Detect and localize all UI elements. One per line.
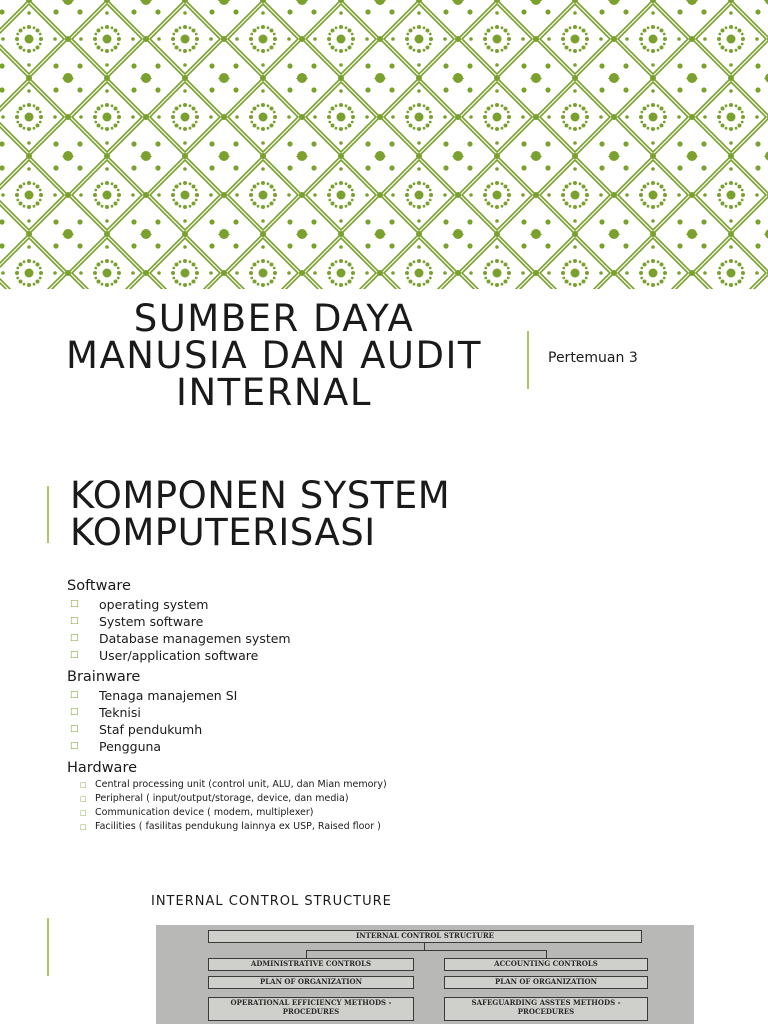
section-label-hardware: Hardware bbox=[67, 760, 138, 776]
bullet-icon: □ bbox=[80, 781, 87, 789]
bullet-icon: □ bbox=[70, 724, 79, 734]
list-item: □ Pengguna bbox=[70, 739, 162, 754]
administrative-controls-box: ADMINISTRATIVE CONTROLS bbox=[208, 958, 414, 971]
section-label-brainware: Brainware bbox=[67, 669, 141, 685]
bullet-icon: □ bbox=[80, 823, 87, 831]
list-item: □ Teknisi bbox=[70, 705, 141, 720]
bullet-icon: □ bbox=[70, 616, 79, 626]
list-item: □ operating system bbox=[70, 597, 209, 612]
bullet-icon: □ bbox=[70, 650, 79, 660]
slide1-title bbox=[24, 297, 524, 414]
title-line-1: SUMBER DAYA bbox=[133, 297, 415, 340]
component-outline bbox=[67, 577, 747, 838]
bullet-icon: □ bbox=[70, 599, 79, 609]
operational-efficiency-box: OPERATIONAL EFFICIENCY METHODS - PROCEDURES bbox=[208, 997, 414, 1021]
list-item: □ Database managemen system bbox=[70, 631, 291, 646]
title-line-2: MANUSIA DAN AUDIT bbox=[66, 334, 482, 377]
bullet-icon: □ bbox=[70, 741, 79, 751]
internal-control-diagram-photo bbox=[156, 925, 694, 1024]
list-item: □ Communication device ( modem, multiplexer) bbox=[80, 807, 314, 818]
title-line-3: INTERNAL bbox=[176, 371, 372, 414]
diagram-top-box: INTERNAL CONTROL STRUCTURE bbox=[208, 930, 642, 943]
section-label-software: Software bbox=[67, 578, 131, 594]
list-item: □ System software bbox=[70, 614, 204, 629]
accounting-controls-box: ACCOUNTING CONTROLS bbox=[444, 958, 648, 971]
list-item: □ Facilities ( fasilitas pendukung lainnya ex USP, Raised floor ) bbox=[80, 821, 381, 832]
connector-line bbox=[424, 942, 425, 950]
decorative-pattern-banner bbox=[0, 0, 768, 289]
accent-divider bbox=[47, 486, 49, 543]
title-line-1: KOMPONEN SYSTEM bbox=[70, 474, 451, 517]
connector-line bbox=[546, 950, 547, 958]
accent-divider bbox=[527, 331, 529, 389]
bullet-icon: □ bbox=[70, 633, 79, 643]
list-item: □ Tenaga manajemen SI bbox=[70, 688, 238, 703]
slide1-subtitle: Pertemuan 3 bbox=[548, 350, 638, 366]
bullet-icon: □ bbox=[80, 809, 87, 817]
title-line-2: KOMPUTERISASI bbox=[70, 511, 376, 554]
connector-line bbox=[306, 950, 307, 958]
list-item: □ Staf pendukumh bbox=[70, 722, 203, 737]
slide3-title: INTERNAL CONTROL STRUCTURE bbox=[151, 894, 392, 909]
accent-divider bbox=[47, 918, 49, 976]
list-item: □ User/application software bbox=[70, 648, 259, 663]
bullet-icon: □ bbox=[80, 795, 87, 803]
list-item: □ Central processing unit (control unit, ALU, dan Mian memory) bbox=[80, 779, 387, 790]
slide2-title bbox=[70, 474, 451, 554]
bullet-icon: □ bbox=[70, 707, 79, 717]
software-list bbox=[67, 596, 747, 664]
plan-of-organization-box-right: PLAN OF ORGANIZATION bbox=[444, 976, 648, 989]
safeguarding-assets-box: SAFEGUARDING ASSTES METHODS - PROCEDURES bbox=[444, 997, 648, 1021]
plan-of-organization-box-left: PLAN OF ORGANIZATION bbox=[208, 976, 414, 989]
list-item: □ Peripheral ( input/output/storage, device, dan media) bbox=[80, 793, 349, 804]
bullet-icon: □ bbox=[70, 690, 79, 700]
connector-line bbox=[306, 950, 546, 951]
brainware-list bbox=[67, 687, 747, 755]
hardware-list bbox=[67, 778, 747, 834]
